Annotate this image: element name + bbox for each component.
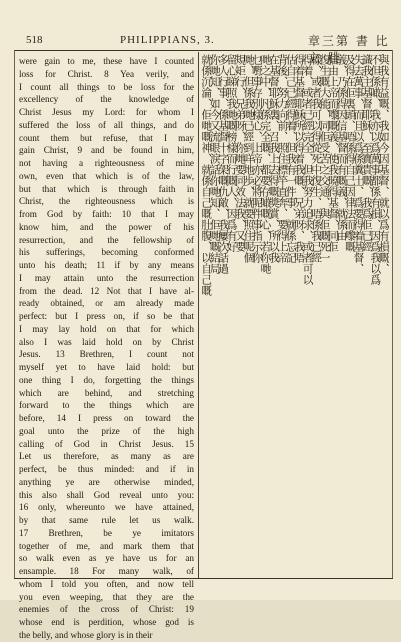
- english-line: this also shall God reveal unto you:: [19, 489, 194, 500]
- chinese-column: 不但係噉、我亦以爲萬事都係有損、因爲我以爲: [369, 54, 382, 285]
- english-line: Let us therefore, as many as are: [19, 451, 194, 462]
- english-line: forward to the things which are: [19, 400, 194, 411]
- english-line: whose end is perdition, whose god is: [19, 617, 194, 627]
- english-line: also I was laid hold on by Christ: [19, 336, 194, 347]
- frame-left-rule: [14, 50, 15, 578]
- chinese-column: 識我主基督耶穌、至寶貴嘅、我爲佢已經: [360, 54, 373, 252]
- english-line: I count all things to be loss for the: [19, 81, 194, 92]
- chinese-column: 留心睇照我哋嘅榜樣而行嘅人、因爲有好: [225, 54, 238, 252]
- english-line: enemies of the cross of Christ: 19: [19, 604, 194, 615]
- chinese-column: 得着基督耶穌所以得着我嘅、兄弟呀、我唔: [293, 54, 306, 263]
- english-line: Christ, the righteousness which is: [19, 196, 194, 207]
- english-line: own, even that which is of the law,: [19, 170, 194, 181]
- page-number: 518: [26, 34, 43, 46]
- chinese-column: 義、乃係得因信基督而有嘅義、就係由: [335, 54, 348, 241]
- english-line: Jesus. 13 Brethren, I count not: [19, 349, 194, 360]
- english-line: resurrection, and the fellowship of: [19, 234, 194, 245]
- chinese-column: 估自己已經得着、但我有一件事、就係忘記: [284, 54, 297, 263]
- english-line: ensample. 18 For many walk, of: [19, 566, 194, 576]
- english-line: I may attain unto the resurrection: [19, 272, 194, 283]
- english-line: whom I told you often, and now tell: [19, 578, 194, 589]
- chinese-column: 與我有益嘅、我如今因基督、就以爲有損嘅、: [377, 54, 390, 274]
- english-line: 17 Brethren, be ye imitators: [19, 527, 194, 538]
- english-line: Christ Jesus my Lord: for whom I: [19, 107, 194, 117]
- chinese-text-column: [202, 54, 388, 576]
- chinese-column: 復生嘅大能、同佢受苦之交通、與佢嘅死一: [318, 54, 331, 263]
- english-line: before, 14 I press on toward the: [19, 413, 194, 423]
- chinese-column: 及得在佢裏頭、唔係得自己因律法而嚟嘅: [343, 54, 356, 252]
- english-line: together of me, and mark them that: [19, 540, 194, 551]
- chinese-column: 乜嘢事存別樣心、上帝亦必將呢件事指示你: [250, 54, 263, 263]
- english-line: I may lay hold on that for which: [19, 323, 194, 334]
- english-line: his sufferings, becoming conformed: [19, 247, 194, 258]
- chinese-book-title: 章三第 書 比 立 腓: [308, 34, 390, 65]
- english-line: ready obtained, or am already made: [19, 298, 194, 309]
- book-title: PHILIPPIANS, 3.: [120, 34, 215, 46]
- english-line: excellency of the knowledge of: [19, 94, 194, 105]
- chinese-column: 你哋知、如今又流眼淚話你哋知、佢哋嘅結局: [208, 54, 221, 274]
- chinese-column: 哋、但係我哋已經到咩地步、就要照住呢個: [242, 54, 255, 263]
- chinese-column: 背後、努力向前、照住標竿直奔、要得上帝: [276, 54, 289, 263]
- english-line: perfect, be thus minded: and if in: [19, 464, 194, 474]
- chinese-column: 樣、或者我可以得從死中復生、唔係我已經: [310, 54, 323, 263]
- column-divider: [198, 52, 199, 578]
- english-line: loss for Christ. 8 Yea verily, and: [19, 68, 194, 79]
- english-line: perfect: but I press on, if so be that: [19, 311, 194, 321]
- english-line: by that same rule let us walk.: [19, 515, 194, 525]
- english-line: unto his death; 11 if by any means: [19, 260, 194, 270]
- english-line: were gain to me, these have I counted: [19, 56, 194, 66]
- english-line: count them but refuse, that I may: [19, 132, 194, 143]
- english-line: which are behind, and stretching: [19, 387, 194, 398]
- english-line: so walk even as ye have us for an: [19, 553, 194, 564]
- chinese-column: 就係沉淪、佢哋嘅神、就係自己嘅肚腹、以自己嘅: [200, 54, 213, 296]
- english-line: suffered the loss of all things, and do: [19, 119, 194, 130]
- english-line: know him, and the power of his: [19, 221, 194, 232]
- english-line: goal unto the prize of the high: [19, 425, 194, 436]
- english-line: but that which is through faith in: [19, 183, 194, 194]
- header-rule: [14, 50, 392, 51]
- english-line: calling of God in Christ Jesus. 15: [19, 438, 194, 449]
- chinese-column: 信由上帝而嚟嘅義、使我曉得基督、同佢: [327, 54, 340, 252]
- chinese-column: 哋之中、凡係完全嘅、都要存噉嘅心、若你哋: [259, 54, 272, 274]
- chinese-column: 多人行事、係基督十字架嘅仇敵、我屢次話過: [217, 54, 230, 274]
- frame-right-rule: [392, 50, 393, 578]
- chinese-column: 得着、或者已經完全、但我努力追求、或者可以: [301, 54, 314, 285]
- english-text-column: [19, 55, 194, 640]
- chinese-column: 規矩行、兄弟呀、你哋要同效法我、又要: [234, 54, 247, 252]
- english-line: from God by faith: 10 that I may: [19, 209, 194, 219]
- english-line: one thing I do, forgetting the things: [19, 374, 194, 385]
- english-line: gain Christ, 9 and be found in him,: [19, 145, 194, 156]
- english-line: you even weeping, that they are the: [19, 591, 194, 602]
- english-line: myself yet to have laid hold: but: [19, 362, 194, 372]
- english-line: 16 only, whereunto we have attained,: [19, 502, 194, 513]
- chinese-column: 失去萬事、而且以爲係糞土、爲要得着基督、: [352, 54, 365, 274]
- english-line: the belly, and whose glory is in their: [19, 629, 153, 640]
- english-line: anything ye are otherwise minded,: [19, 476, 194, 487]
- english-line: from the dead. 12 Not that I have al-: [19, 285, 194, 296]
- english-line: not having a righteousness of mine: [19, 158, 194, 168]
- chinese-column: 在基督耶穌裏、召我上去得嘅獎賞、所以我: [267, 54, 280, 263]
